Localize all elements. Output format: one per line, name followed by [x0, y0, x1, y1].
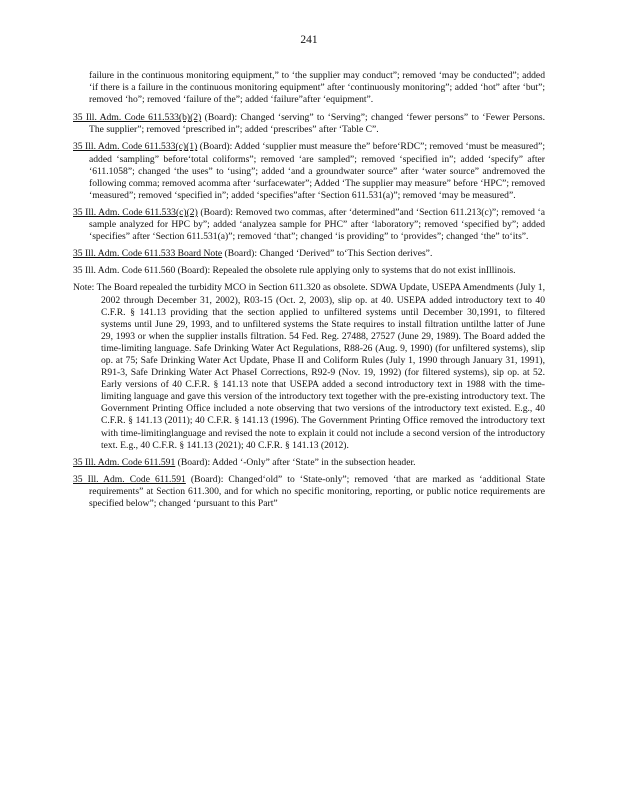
entry-text: (Board): Added ‘-Only” after ‘State” in the subsection header.: [175, 456, 416, 468]
entry-text: (Board): Added ‘supplier must measure the” before‘RDC”; removed ‘must be measured”; added ‘sampling” before‘total coliforms”; removed ‘are sampled”; removed ‘specified in”; added ‘specify” after ‘611.1058”; changed ‘the uses” to ‘using”; added ‘and a groundwater source” after ‘water source” andremoved the following comma; removed acomma after ‘surfacewater”; Added ‘The supplier may measure” before ‘HPC”; removed ‘measured”; removed ‘specified in”; added ‘specifies”after ‘Section 611.531(a)”; removed ‘may be measured”.: [89, 141, 546, 201]
amendment-entry: [73, 141, 545, 201]
entry-text: 35 Ill. Adm. Code 611.560 (Board): Repealed the obsolete rule applying only to systems that do not exist inIllinois.: [73, 265, 516, 277]
document-body: [73, 70, 545, 515]
amendment-entry: [73, 474, 545, 510]
page-number: 241: [300, 34, 318, 46]
entry-citation: 35 Ill. Adm. Code 611.533(b)(2): [73, 112, 202, 124]
note-paragraph: Note: The Board repealed the turbidity MCO in Section 611.320 as obsolete. SDWA Update, USEPA Amendments (July 1, 2002 through December 31, 2002), R03-15 (Oct. 2, 2003), slip op. at 40. USEPA added introductory text to 40 C.F.R. § 141.13 providing that the section applied to unfiltered systems until December 30,1991, to filtered systems until June 29, 1993, and to unfiltered systems the State requires to install filtration untilthe latter of June 29, 1993 or when the supplier installs filtration. 54 Fed. Reg. 27488, 27527 (June 29, 1989). The Board added the time-limiting language. Safe Drinking Water Act Regulations, R88-26 (Aug. 9, 1990) (for unfiltered systems), slip op. at 75; Safe Drinking Water Act Update, Phase II and Coliform Rules (July 1, 1990 through January 31, 1991), R91-3, Safe Drinking Water Act PhaseI Corrections, R92-9 (Nov. 19, 1992) (for filtered systems), sip op. at 52. Early versions of 40 C.F.R. § 141.13 note that USEPA added a second introductory text in 1988 with the time-limiting language and gave this version of the introductory text together with the pre-existing introductory text. The Government Printing Office included a note observing that two versions of the introductory text existed. E.g., 40 C.F.R. § 141.13 (2011); 40 C.F.R. § 141.13 (1996). The Government Printing Office removed the introductory text with time-limitinglanguage and revised the note to explain it could not include a second version of the introductory text. E.g., 40 C.F.R. § 141.13 (2021); 40 C.F.R. § 141.13 (2012).: [73, 282, 545, 451]
entry-citation: 35 Ill. Adm. Code 611.533(c)(2): [73, 206, 198, 218]
amendment-entry: [73, 248, 545, 260]
continuation-paragraph: failure in the continuous monitoring equipment,” to ‘the supplier may conduct”; removed ‘may be conducted”; added ‘if there is a failure in the continuous monitoring equipment” after ‘continuously monitoring”; added ‘hot” after ‘but”; removed ‘ho”; removed ‘failure of the”; added ‘failure”after ‘equipment”.: [89, 70, 545, 106]
entry-text: (Board): Changed ‘Derived” to‘This Section derives”.: [222, 248, 433, 260]
entry-text: (Board): Changed‘old” to ‘State-only”; removed ‘that are marked as ‘additional State requirements” at Section 611.300, and for which no specific monitoring, reporting, or public notice requirements are specified below”; changed ‘pursuant to this Part”: [89, 473, 545, 509]
entry-text: (Board): Changed ‘serving” to ‘Serving”; changed ‘fewer persons” to ‘Fewer Persons. The supplier”; removed ‘prescribed in”; added ‘prescribes” after ‘Table C”.: [89, 112, 545, 136]
amendment-entry: [73, 457, 545, 469]
amendment-entry: [73, 207, 545, 243]
entry-citation: 35 Ill. Adm. Code 611.533 Board Note: [73, 248, 223, 260]
entry-citation: 35 Ill. Adm. Code 611.591: [73, 456, 176, 468]
entry-text: (Board): Removed two commas, after ‘determined”and ‘Section 611.213(c)”; removed ‘a sample analyzed for HPC by”; added ‘analyzea sample for PHC” after ‘laboratory”; removed ‘specified by”; added ‘specifies” after ‘Section 611.531(a)”; removed ‘that”; changed ‘is providing” to ‘provides”; changed ‘the” to‘its”.: [89, 206, 545, 243]
entry-citation: 35 Ill. Adm. Code 611.591: [73, 473, 186, 485]
amendment-entry: [73, 265, 545, 277]
amendment-entry: [73, 112, 545, 136]
entry-citation: 35 Ill. Adm. Code 611.533(c)(1): [73, 141, 198, 153]
